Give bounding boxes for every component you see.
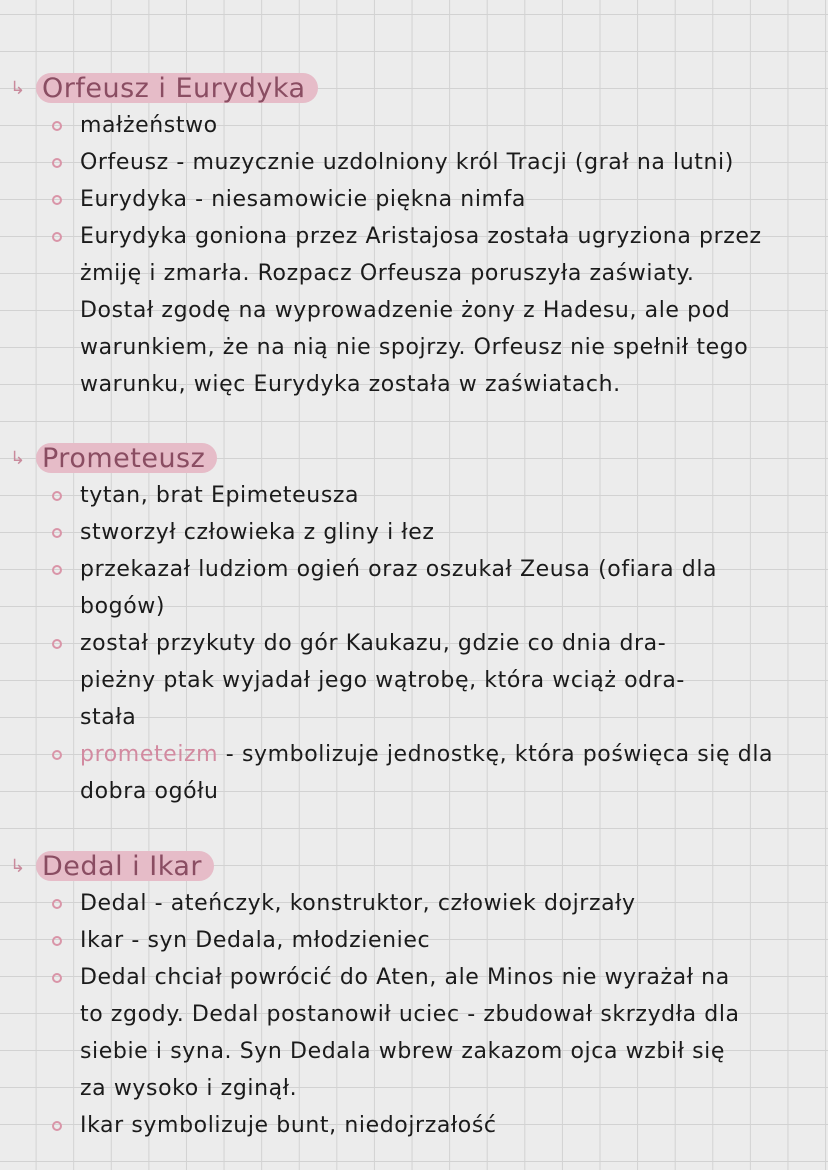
arrow-icon: ↳	[10, 855, 26, 877]
list-item-line	[80, 662, 685, 699]
list-item-line	[80, 514, 435, 551]
list-item-line	[80, 959, 730, 996]
list-item-line	[80, 773, 219, 810]
line-text: Eurydyka goniona przez Aristajosa została ugryziona przez	[80, 224, 762, 249]
highlighted-term: prometeizm	[80, 742, 219, 767]
bullet-icon	[52, 491, 62, 501]
line-text: - symbolizuje jednostkę, która poświęca się dla	[218, 742, 774, 767]
list-item-line	[80, 181, 526, 218]
line-text: Ikar - syn Dedala, młodzieniec	[80, 928, 431, 953]
list-item-line	[80, 1107, 497, 1144]
list-item-line	[80, 551, 717, 588]
section-heading	[10, 440, 217, 476]
line-text: Dostał zgodę na wyprowadzenie żony z Hadesu, ale pod	[80, 298, 731, 323]
line-text: żmiję i zmarła. Rozpacz Orfeusza poruszyła zaświaty.	[80, 261, 695, 286]
bullet-icon	[52, 936, 62, 946]
line-text: dobra ogółu	[80, 779, 219, 804]
bullet-icon	[52, 195, 62, 205]
list-item-line	[80, 366, 621, 403]
section-title: Orfeusz i Eurydyka	[36, 73, 318, 103]
section-title: Prometeusz	[36, 443, 217, 473]
list-item-line	[80, 107, 218, 144]
bullet-icon	[52, 121, 62, 131]
list-item-line	[80, 996, 740, 1033]
list-item-line	[80, 922, 430, 959]
list-item-line	[80, 699, 136, 736]
line-text: stała	[80, 705, 137, 730]
arrow-icon: ↳	[10, 77, 26, 99]
line-text: Eurydyka - niesamowicie piękna nimfa	[80, 187, 527, 212]
section-title: Dedal i Ikar	[36, 851, 214, 881]
list-item-line	[80, 1033, 725, 1070]
line-text: bogów)	[80, 594, 166, 619]
list-item-line	[80, 588, 165, 625]
arrow-icon: ↳	[10, 447, 26, 469]
line-text: warunku, więc Eurydyka została w zaświatach.	[80, 372, 621, 397]
line-text: pieżny ptak wyjadał jego wątrobę, która wciąż odra-	[80, 668, 685, 693]
section-heading	[10, 848, 214, 884]
list-item-line	[80, 736, 773, 773]
line-text: małżeństwo	[80, 113, 218, 138]
line-text: Dedal chciał powrócić do Aten, ale Minos nie wyrażał na	[80, 965, 730, 990]
bullet-icon	[52, 232, 62, 242]
line-text: przekazał ludziom ogień oraz oszukał Zeusa (ofiara dla	[80, 557, 718, 582]
list-item-line	[80, 144, 734, 181]
bullet-icon	[52, 565, 62, 575]
line-text: siebie i syna. Syn Dedala wbrew zakazom ojca wzbił się	[80, 1039, 725, 1064]
list-item-line	[80, 255, 694, 292]
list-item-line	[80, 1070, 297, 1107]
list-item-line	[80, 329, 748, 366]
line-text: za wysoko i zginął.	[80, 1076, 298, 1101]
line-text: został przykuty do gór Kaukazu, gdzie co dnia dra-	[80, 631, 667, 656]
bullet-icon	[52, 973, 62, 983]
bullet-icon	[52, 528, 62, 538]
bullet-icon	[52, 899, 62, 909]
list-item-line	[80, 477, 359, 514]
line-text: Ikar symbolizuje bunt, niedojrzałość	[80, 1113, 497, 1138]
line-text: to zgody. Dedal postanowił uciec - zbudował skrzydła dla	[80, 1002, 740, 1027]
section-heading	[10, 70, 318, 106]
line-text: tytan, brat Epimeteusza	[80, 483, 360, 508]
bullet-icon	[52, 639, 62, 649]
line-text: Dedal - ateńczyk, konstruktor, człowiek dojrzały	[80, 891, 636, 916]
list-item-line	[80, 885, 636, 922]
line-text: stworzył człowieka z gliny i łez	[80, 520, 435, 545]
line-text: warunkiem, że na nią nie spojrzy. Orfeusz nie spełnił tego	[80, 335, 749, 360]
line-text: Orfeusz - muzycznie uzdolniony król Tracji (grał na lutni)	[80, 150, 734, 175]
list-item-line	[80, 218, 762, 255]
bullet-icon	[52, 158, 62, 168]
bullet-icon	[52, 1121, 62, 1131]
bullet-icon	[52, 750, 62, 760]
list-item-line	[80, 292, 730, 329]
list-item-line	[80, 625, 666, 662]
